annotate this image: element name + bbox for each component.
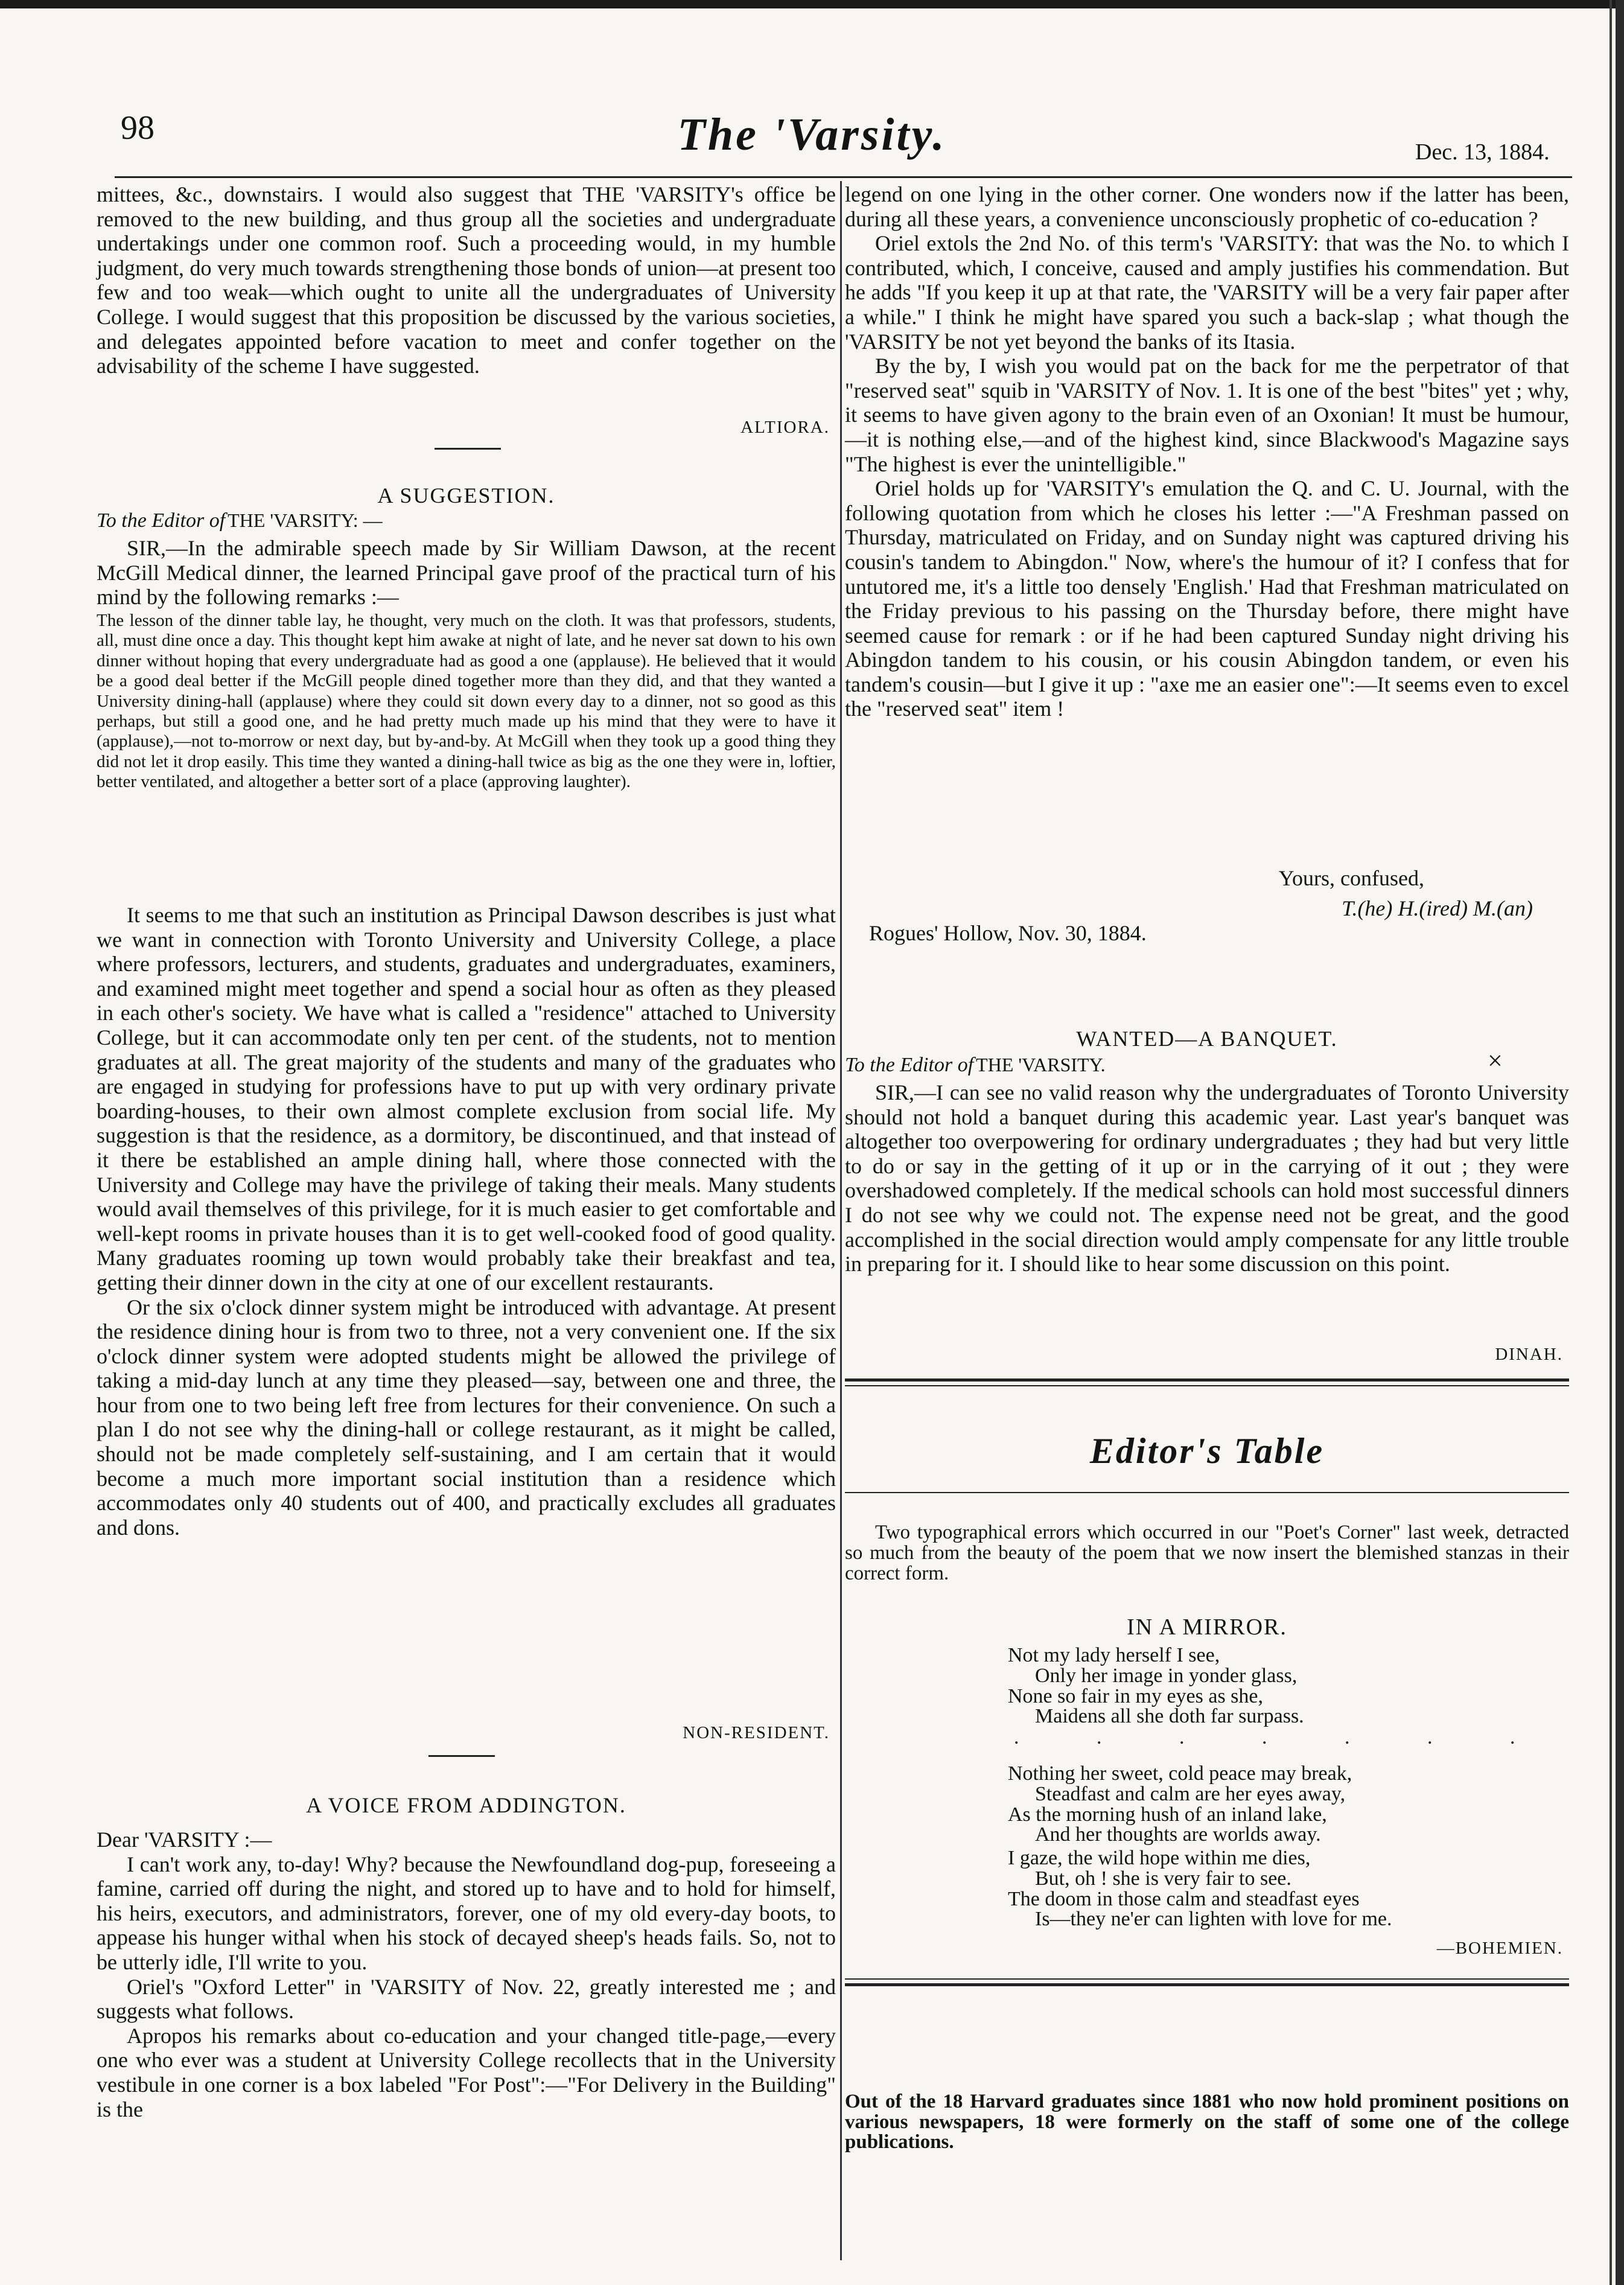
editors-table-top-rule-thin xyxy=(845,1385,1569,1386)
poem-line: But, oh ! she is very fair to see. xyxy=(1035,1867,1291,1890)
poem-line: Is—they ne'er can lighten with love for me. xyxy=(1035,1908,1392,1931)
poem-line: None so fair in my eyes as she, xyxy=(1008,1684,1264,1707)
poem-ellipsis: . . . . . . . xyxy=(1014,1726,1552,1748)
poem-line: And her thoughts are worlds away. xyxy=(1035,1823,1321,1846)
harvard-note xyxy=(845,2092,1569,2153)
to-editor-name: THE 'VARSITY: xyxy=(228,509,358,531)
banquet-letter xyxy=(845,1080,1569,1276)
heading-wanted-a-banquet: WANTED—A BANQUET. xyxy=(1076,1027,1338,1051)
editors-table-title-rule xyxy=(845,1492,1569,1493)
signature-bohemien: —BOHEMIEN. xyxy=(1436,1939,1563,1958)
addington-cont-para-1: legend on one lying in the other corner. One wonders now if the latter has been, during all these years, a convenience unconsciously prophetic of co-education ? xyxy=(845,182,1569,231)
poem-line: The doom in those calm and steadfast eyes xyxy=(1008,1887,1360,1910)
addington-letter xyxy=(97,1828,836,2121)
suggestion-body xyxy=(97,903,836,1540)
editors-table-intro xyxy=(845,1522,1569,1584)
poem-line: Only her image in yonder glass, xyxy=(1035,1664,1298,1687)
page-binding-line xyxy=(1610,0,1612,2285)
masthead-title: The 'Varsity. xyxy=(677,109,947,160)
page-number: 98 xyxy=(121,109,154,147)
harvard-note-text: Out of the 18 Harvard graduates since 1881 who now hold prominent positions on various newspapers, 18 were formerly on the staff of some one of the college publications. xyxy=(845,2091,1569,2153)
signature-altiora: ALTIORA. xyxy=(740,418,830,437)
banquet-para-1: SIR,—I can see no valid reason why the undergraduates of Toronto University should not hold a banquet during this academic year. Last year's banquet was altogether too overpowering for ordinary undergraduates ; they had but very little to do or say in the getting of it up or in the carrying of it out ; they were overshadowed completely. If the medical schools can hold most successful dinners I do not see why we could not. The expense need not be great, and the good accomplished in the social direction would amply compensate for any little trouble in preparing for it. I should like to hear some discussion on this point. xyxy=(845,1080,1569,1276)
to-editor-prefix: To the Editor of xyxy=(845,1054,974,1076)
suggestion-intro-text: SIR,—In the admirable speech made by Sir William Dawson, at the recent McGill Medical dinner, the learned Principal gave proof of the practical turn of his mind by the following remarks :— xyxy=(97,536,836,610)
poem-line: Steadfast and calm are her eyes away, xyxy=(1035,1782,1346,1805)
section-rule xyxy=(435,448,501,450)
editors-table-title: Editor's Table xyxy=(1089,1431,1325,1471)
margin-mark: × xyxy=(1488,1046,1503,1076)
poem-line: I gaze, the wild hope within me dies, xyxy=(1008,1847,1311,1869)
suggestion-para-1: It seems to me that such an institution as Principal Dawson describes is just what we want in connection with Toronto University and University College, a place where professors, lecturers, and students, graduates and undergraduates, examiners, and examined might meet together and spend a social hour as often as they pleased in each other's society. We have what is called a "residence" attached to University College, but it can accommodate only ten per cent. of the students, not to mention graduates at all. The great majority of the students and many of the graduates who are engaged in studying for professions have to put up with very ordinary private boarding-houses, to their own almost complete exclusion from social life. My suggestion is that the residence, as a dormitory, be discontinued, and that instead of it there be established an ample dining hall, where those connected with the University and College may have the privilege of taking their meals. Many students would avail themselves of this privilege, for it is much easier to get comfortable and well-kept rooms in private houses than it is to get well-cooked food of good quality. Many graduates rooming up town would probably take their breakfast and tea, getting their dinner down in the city at one of our excellent restaurants. xyxy=(97,903,836,1295)
continuation-text: mittees, &c., downstairs. I would also suggest that THE 'VARSITY's office be removed to the new building, and thus group all the societies and undergraduate undertakings under one common roof. Such a proceeding would, in my humble judgment, do very much towards strengthening those bonds of union—at present too few and too weak—which ought to unite all the undergraduates of University College. I would suggest that this proposition be discussed by the various societies, and delegates appointed before vacation to meet and confer together on the advisability of the scheme I have suggested. xyxy=(97,182,836,378)
addington-cont-para-3: By the by, I wish you would pat on the back for me the perpetrator of that "reserved seat" squib in 'VARSITY of Nov. 1. It is one of the best "bites" yet ; why, it seems to have given agony to the brain even of an Oxonian! It must be humour,—it is nothing else,—and of the highest kind, since Blackwood's Magazine says "The highest is ever the unintelligible." xyxy=(845,354,1569,476)
page-right-edge xyxy=(1616,0,1624,2285)
poem-stanza-1 xyxy=(1008,1645,1304,1727)
editors-intro-text: Two typographical errors which occurred in our "Poet's Corner" last week, detracted so much from the beauty of the poem that we now insert the blemished stanzas in their correct form. xyxy=(845,1522,1569,1584)
continuation-letter xyxy=(97,182,836,378)
poem-line: Maidens all she doth far surpass. xyxy=(1035,1705,1304,1728)
letter-place-date: Rogues' Hollow, Nov. 30, 1884. xyxy=(869,921,1147,945)
to-editor-name: THE 'VARSITY. xyxy=(976,1054,1106,1076)
addington-para-2: Oriel's "Oxford Letter" in 'VARSITY of Nov. 22, greatly interested me ; and suggests what follows. xyxy=(97,1974,836,2024)
banquet-address xyxy=(845,1054,1569,1077)
signature-dinah: DINAH. xyxy=(1495,1345,1563,1364)
letter-closing: Yours, confused, xyxy=(1278,866,1424,890)
poem-stanza-2 xyxy=(1008,1764,1352,1845)
poem-stanza-3 xyxy=(1008,1848,1392,1930)
suggestion-para-2: Or the six o'clock dinner system might be introduced with advantage. At present the residence dining hour is from two to three, not a very convenient one. If the six o'clock dinner system were adopted students might be allowed the privilege of taking a mid-day lunch at any time they pleased—say, between one and three, the hour from one to two being left free from lectures for their convenience. On such a plan I do not see why the dining-hall or college restaurant, as it might be called, should not be made completely self-sustaining, and I am certain that it would become a much more important social institution than a residence which accommodates only 40 students out of 400, and practically excludes all graduates and dons. xyxy=(97,1295,836,1540)
addington-salutation: Dear 'VARSITY :— xyxy=(97,1828,272,1852)
dawson-quote-text: The lesson of the dinner table lay, he thought, very much on the cloth. It was that professors, students, all, must dine once a day. This thought kept him awake at night of late, and he never sat down to his own dinner without hoping that every undergraduate had as good a one (applause). He believed that it would be a good deal better if the McGill people dined together more than they did, and that they wanted a University dining-hall (applause) where they could sit down every day to a dinner, not so good as this perhaps, but still a good one, and he had pretty much made up his mind that they were to have it (applause),—not to-morrow or next day, but by-and-by. At McGill when they took up a good thing they did not let it drop easily. This time they wanted a dining-hall twice as big as the one they were in, loftier, better ventilated, and altogether a better sort of a place (approving laughter). xyxy=(97,611,836,792)
addington-continued xyxy=(845,182,1569,721)
suggestion-address: To the Editor of THE 'VARSITY: — xyxy=(97,509,383,532)
addington-cont-para-4: Oriel holds up for 'VARSITY's emulation the Q. and C. U. Journal, with the following quotation from which he closes his letter :—"A Freshman passed on Thursday, matriculated on Friday, and on Sunday night was captured driving his cousin's tandem to Abingdon." Now, where's the humour of it? I confess that for untutored me, it's a little too densely 'English.' Had that Freshman matriculated on the Friday previous to his passing on the Thursday before, there might have seemed cause for remark : or if he had been captured Sunday night driving his Abingdon tandem to his cousin, or his cousin Abingdon tandem, or even his tandem's cousin—but I give it up : "axe me an easier one":—It seems even to excel the "reserved seat" item ! xyxy=(845,476,1569,721)
editors-table-bottom-rule xyxy=(845,1978,1569,1980)
editors-table-top-rule xyxy=(845,1378,1569,1382)
editors-table-bottom-rule-thick xyxy=(845,1983,1569,1986)
to-editor-prefix: To the Editor of xyxy=(97,509,226,532)
heading-voice-from-addington: A VOICE FROM ADDINGTON. xyxy=(306,1793,626,1817)
page-top-edge xyxy=(0,0,1624,8)
poem-title: IN A MIRROR. xyxy=(1127,1614,1287,1640)
addington-cont-para-2: Oriel extols the 2nd No. of this term's 'VARSITY: that was the No. to which I contributed, which, I conceive, caused and amply justifies his commendation. But he adds "If you keep it up at that rate, the 'VARSITY will be a very fair paper after a while." I think he might have spared you such a back-slap ; what though the 'VARSITY be not yet beyond the banks of its Itasia. xyxy=(845,231,1569,354)
dawson-quote xyxy=(97,611,836,792)
poem-line: Not my lady herself I see, xyxy=(1008,1644,1220,1666)
signature-non-resident: NON-RESIDENT. xyxy=(683,1723,830,1742)
header-rule xyxy=(115,176,1572,178)
addington-para-1: I can't work any, to-day! Why? because the Newfoundland dog-pup, foreseeing a famine, carried off during the night, and stored up to have and to hold for himself, his heirs, executors, and administrators, forever, one of my old every-day boots, to appease his hunger withal when his stock of decayed sheep's heads fails. So, not to be utterly idle, I'll write to you. xyxy=(97,1852,836,1974)
section-rule xyxy=(428,1755,495,1757)
issue-date: Dec. 13, 1884. xyxy=(1415,139,1550,165)
column-divider xyxy=(840,181,842,2260)
poem-line: As the morning hush of an inland lake, xyxy=(1008,1803,1327,1826)
addington-para-3: Apropos his remarks about co-education and your changed title-page,—every one who ever was a student at University College recollects that in the University vestibule in one corner is a box labeled "For Post":—"For Delivery in the Building" is the xyxy=(97,2023,836,2121)
heading-a-suggestion: A SUGGESTION. xyxy=(377,483,555,508)
poem-line: Nothing her sweet, cold peace may break, xyxy=(1008,1762,1352,1785)
suggestion-intro xyxy=(97,536,836,610)
letter-signature-thm: T.(he) H.(ired) M.(an) xyxy=(1342,896,1533,920)
